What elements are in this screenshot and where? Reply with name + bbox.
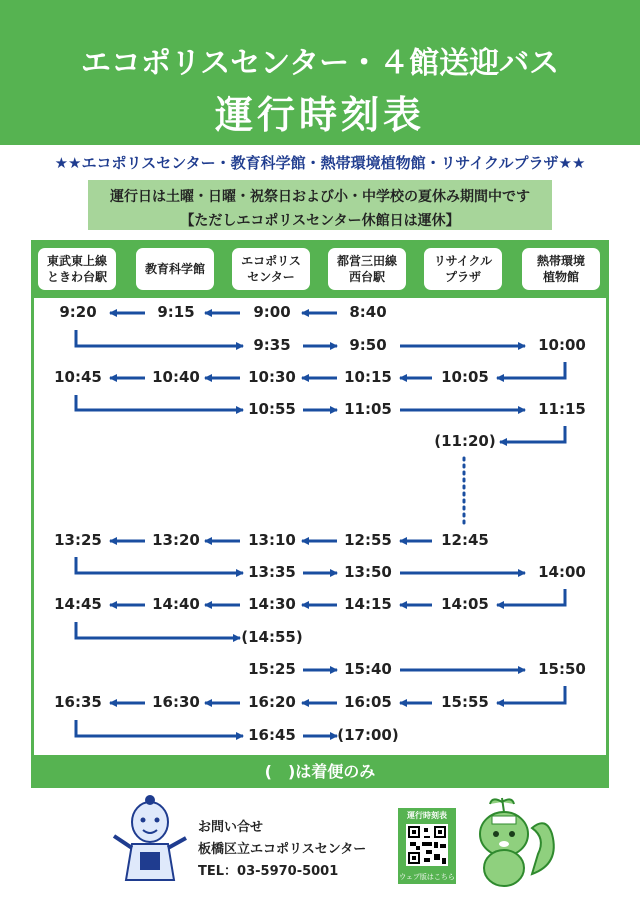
departure-time: 9:20 xyxy=(59,303,97,321)
departure-time: 9:35 xyxy=(253,336,291,354)
title-line2: 運行時刻表 xyxy=(214,93,425,137)
departure-time: 16:35 xyxy=(54,693,102,711)
departure-time: 16:30 xyxy=(152,693,200,711)
departure-time: 9:15 xyxy=(157,303,195,321)
station-botanical: 熱帯環境 植物館 xyxy=(522,248,600,290)
departure-time: 10:30 xyxy=(248,368,296,386)
departure-time: 16:45 xyxy=(248,726,296,744)
departure-time: 14:05 xyxy=(441,595,489,613)
station-science-museum: 教育科学館 xyxy=(136,248,214,290)
departure-time: 14:45 xyxy=(54,595,102,613)
departure-time: 15:50 xyxy=(538,660,586,678)
footer-note: ( )は着便のみ xyxy=(31,755,609,788)
qr-card[interactable] xyxy=(398,808,456,884)
facilities-line: ★★エコポリスセンター・教育科学館・熱帯環境植物館・リサイクルプラザ★★ xyxy=(54,154,586,172)
notice-line2: 【ただしエコポリスセンター休館日は運休】 xyxy=(180,213,460,229)
departure-time: 14:15 xyxy=(344,595,392,613)
departure-time: 11:05 xyxy=(344,400,392,418)
departure-time: (14:55) xyxy=(241,628,303,646)
departure-time: 9:50 xyxy=(349,336,387,354)
station-recycle-plaza: リサイクル プラザ xyxy=(424,248,502,290)
mascot-samurai-icon xyxy=(110,794,190,892)
departure-time: (11:20) xyxy=(434,432,496,450)
timetable-frame xyxy=(31,240,609,786)
notice-line1: 運行日は土曜・日曜・祝祭日および小・中学校の夏休み期間中です xyxy=(110,189,530,205)
departure-time: 15:25 xyxy=(248,660,296,678)
departure-time: 15:40 xyxy=(344,660,392,678)
title-line1: エコポリスセンター・４館送迎バス xyxy=(80,46,560,81)
qr-code-icon xyxy=(406,824,448,866)
departure-time: 12:55 xyxy=(344,531,392,549)
station-tokiwadai: 東武東上線 ときわ台駅 xyxy=(38,248,116,290)
departure-time: 14:40 xyxy=(152,595,200,613)
departure-time: 10:05 xyxy=(441,368,489,386)
departure-time: 9:00 xyxy=(253,303,291,321)
contact-label: お問い合せ xyxy=(198,820,264,835)
departure-time: 14:30 xyxy=(248,595,296,613)
qr-top-label: 運行時刻表 xyxy=(407,811,447,820)
departure-time: 15:55 xyxy=(441,693,489,711)
departure-time: 10:55 xyxy=(248,400,296,418)
departure-time: 8:40 xyxy=(349,303,387,321)
station-ecopolis: エコポリス センター xyxy=(232,248,310,290)
departure-time: 16:20 xyxy=(248,693,296,711)
departure-time: 13:25 xyxy=(54,531,102,549)
contact-org: 板橋区立エコポリスセンター xyxy=(198,842,367,857)
operation-notice xyxy=(88,180,552,230)
departure-time: 11:15 xyxy=(538,400,586,418)
departure-time: 16:05 xyxy=(344,693,392,711)
departure-time: 13:50 xyxy=(344,563,392,581)
departure-time: 10:45 xyxy=(54,368,102,386)
departure-time: 10:40 xyxy=(152,368,200,386)
departure-time: 14:00 xyxy=(538,563,586,581)
departure-time: (17:00) xyxy=(337,726,399,744)
mascot-squirrel-icon xyxy=(462,794,562,892)
departure-time: 13:20 xyxy=(152,531,200,549)
contact-phone: TEL：03-5970-5001 xyxy=(198,864,339,879)
departure-time: 10:15 xyxy=(344,368,392,386)
station-nishidai: 都営三田線 西台駅 xyxy=(328,248,406,290)
departure-time: 13:35 xyxy=(248,563,296,581)
departure-time: 10:00 xyxy=(538,336,586,354)
departure-time: 13:10 xyxy=(248,531,296,549)
departure-time: 12:45 xyxy=(441,531,489,549)
qr-bottom-label: ウェブ版はこちら xyxy=(399,873,455,881)
